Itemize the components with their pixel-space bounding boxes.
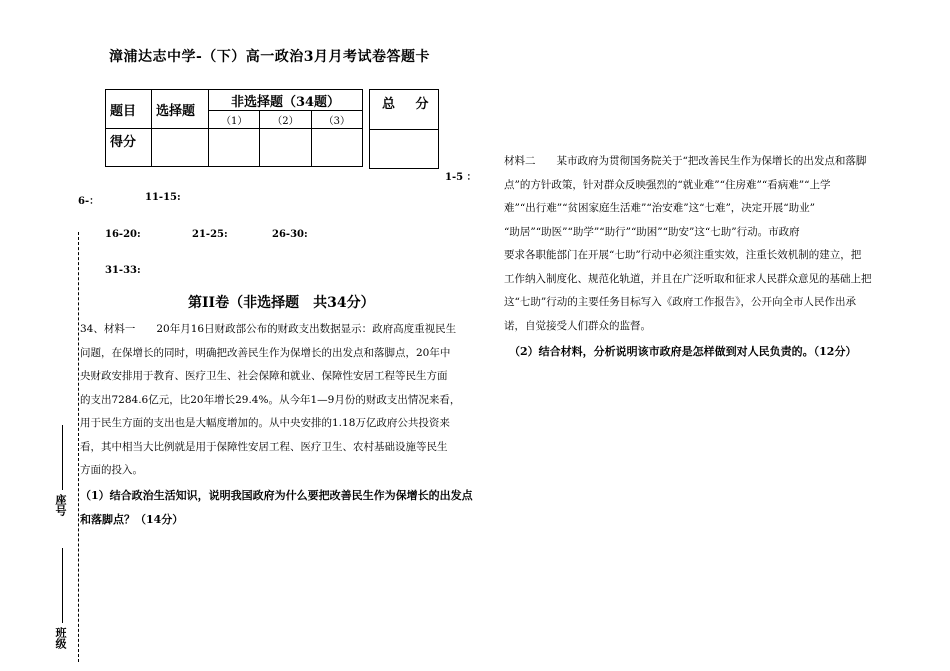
score-cell-2[interactable] — [260, 129, 311, 167]
material-2-line: 难”“出行难”“贫困家庭生活难”“治安难”这“七难”，决定开展“助业” — [504, 202, 816, 214]
material-2-line: 材料二 某市政府为贯彻国务院关于“把改善民生作为保增长的出发点和落脚 — [504, 155, 867, 167]
answer-label-6: 6-： — [78, 196, 100, 207]
class-underline — [62, 548, 63, 623]
material-2 — [504, 150, 904, 338]
question-1-line: 和落脚点？（14分） — [80, 512, 184, 526]
question-2: （2）结合材料，分析说明该市政府是怎样做到对人民负责的。（12分） — [509, 345, 857, 358]
section-title: 第II卷（非选择题 共34分） — [188, 295, 375, 311]
material-2-line: 要求各职能部门在开展“七助”行动中必须注重实效，注重长效机制的建立，把 — [504, 249, 862, 261]
answer-label-26-30: 26-30: — [272, 229, 308, 240]
question-1-line: （1）结合政治生活知识，说明我国政府为什么要把改善民生作为保增长的出发点 — [80, 489, 473, 502]
material-1-line: 问题，在保增长的同时，明确把改善民生作为保增长的出发点和落脚点，20年中 — [80, 346, 451, 359]
material-1 — [80, 318, 480, 483]
score-cell-3[interactable] — [311, 129, 362, 167]
answer-label-31-33: 31-33: — [105, 265, 141, 276]
material-1-line: 的支出7284.6亿元，比20年增长29.4%。从今年1—9月份的财政支出情况来看， — [80, 393, 461, 406]
class-label: 班级 — [54, 627, 67, 649]
score-table-sub-3: （3） — [311, 111, 362, 129]
score-table-header-tihao: 题目 — [106, 90, 152, 129]
answer-label-11-15: 11-15: — [145, 192, 181, 203]
material-2-line: 这“七助”行动的主要任务目标写入《政府工作报告》，公开向全市人民作出承 — [504, 296, 856, 308]
material-1-line: 方面的投入。 — [80, 464, 143, 476]
answer-label-16-20: 16-20: — [105, 229, 141, 240]
material-2-line: 点”的方针政策，针对群众反映强烈的“就业难”“住房难”“看病难”“上学 — [504, 178, 831, 191]
score-cell-choice[interactable] — [152, 129, 209, 167]
material-2-line: “助居”“助医”“助学”“助行”“助困”“助安”这“七助”行动。市政府 — [504, 225, 800, 238]
material-1-line: 用于民生方面的支出也是大幅度增加的。从中央安排的1.18万亿政府公共投资来 — [80, 417, 450, 429]
seat-label: 座号 — [54, 494, 67, 516]
material-1-line: 看，其中相当大比例就是用于保障性安居工程、医疗卫生、农村基础设施等民生 — [80, 440, 448, 453]
binding-dashed-line — [78, 232, 79, 662]
seat-underline — [62, 425, 63, 490]
material-1-line: 央财政安排用于教育、医疗卫生、社会保障和就业、保障性安居工程等民生方面 — [80, 370, 448, 382]
material-1-line: 34、材料一 20年月16日财政部公布的财政支出数据显示：政府高度重视民生 — [80, 323, 457, 335]
score-cell-1[interactable] — [209, 129, 260, 167]
score-table-sub-2: （2） — [260, 111, 311, 129]
total-score-box — [369, 89, 439, 169]
question-1 — [80, 484, 480, 531]
answer-label-21-25: 21-25: — [192, 229, 228, 240]
score-table-sub-1: （1） — [209, 111, 260, 129]
score-table-header-choice: 选择题 — [152, 90, 209, 129]
material-2-line: 诺，自觉接受人们群众的监督。 — [504, 319, 651, 332]
score-table — [105, 89, 363, 167]
total-score-label: 总 分 — [382, 97, 437, 112]
score-table-header-nonchoice: 非选择题（34题） — [209, 90, 363, 111]
page-title: 漳浦达志中学-（下）高一政治3月月考试卷答题卡 — [109, 49, 431, 65]
material-2-line: 工作纳入制度化、规范化轨道，并且在广泛听取和征求人民群众意见的基础上把 — [504, 272, 872, 285]
answer-label-1-5: 1-5 ： — [445, 172, 477, 183]
score-table-row-label: 得分 — [106, 129, 152, 167]
